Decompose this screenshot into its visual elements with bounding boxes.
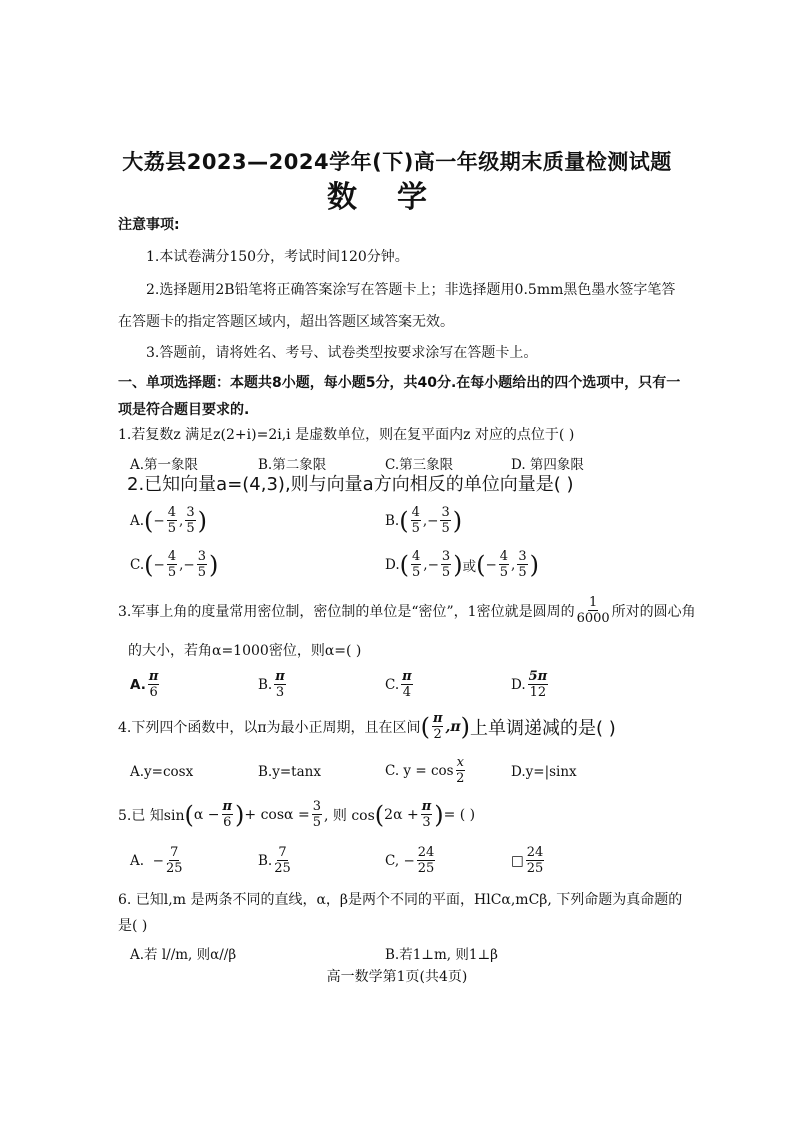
q1-option-a: A.第一象限	[130, 457, 199, 473]
fraction: $\frac{4}{5}$	[167, 505, 177, 536]
q4-stem: 4.下列四个函数中，以π为最小正周期，且在区间 ( $\frac{\pi}{2}$ ,π ) 上单调递减的是( )	[118, 711, 616, 742]
section1-line2: 项是符合题目要求的.	[118, 402, 250, 418]
q2-option-d: D. ( $\frac{4}{5}$ , − $\frac{3}{5}$ ) 或 ( − $\frac{4}{5}$ , $\frac{3}{5}$ )	[385, 549, 539, 580]
q5-option-c: C, − $\frac{24}{25}$	[385, 845, 435, 876]
fraction: $\frac{4}{5}$	[499, 549, 509, 580]
q2-stem: 2.已知向量a=(4,3),则与向量a方向相反的单位向量是( )	[127, 474, 574, 495]
fraction: $\frac{4}{5}$	[167, 549, 177, 580]
notice-item-1: 1.本试卷满分150分，考试时间120分钟。	[146, 249, 409, 265]
q1-option-d: D. 第四象限	[511, 457, 584, 473]
fraction: $\frac{3}{5}$	[197, 549, 206, 580]
q3-stem-line2: 的大小，若角α=1000密位，则α=( )	[128, 643, 362, 659]
q6-stem-line2: 是( )	[118, 918, 148, 934]
q2-option-c: C. ( − $\frac{4}{5}$ , − $\frac{3}{5}$ )	[130, 549, 219, 580]
fraction: $\frac{3}{5}$	[441, 549, 451, 580]
q1-option-b: B.第二象限	[258, 457, 327, 473]
q5-option-a: A. − $\frac{7}{25}$	[130, 845, 183, 876]
q4-option-c: C. y = cos $\frac{x}{2}$	[385, 755, 465, 786]
fraction: $\frac{3}{5}$	[441, 505, 450, 536]
subject-title: 数学	[327, 180, 467, 215]
notice-item-2: 2.选择题用2B铅笔将正确答案涂写在答题卡上；非选择题用0.5mm黑色墨水签字笔答	[146, 282, 676, 298]
q6-option-a: A.若 l//m, 则α//β	[130, 947, 237, 963]
fraction: $\frac{3}{5}$	[518, 549, 527, 580]
q3-option-a: A. $\frac{\pi}{6}$	[130, 669, 159, 700]
fraction: $\frac{4}{5}$	[412, 549, 421, 580]
q5-stem: 5.已 知sin ( α − $\frac{\pi}{6}$ ) + cosα = $\frac{3}{5}$ , 则 cos ( 2α + $\frac{\pi}{3}$ ) = ( )	[118, 799, 476, 830]
q3-option-d: D. $\frac{5\pi}{12}$	[511, 669, 548, 700]
close-paren: )	[197, 506, 207, 535]
notice-heading: 注意事项:	[118, 217, 180, 233]
q2-a-label: A.	[130, 512, 145, 529]
q4-option-a: A.y=cosx	[130, 764, 194, 780]
q3-stem: 3.军事上角的度量常用密位制，密位制的单位是“密位”，1密位就是圆周的 $\frac{1}{6000}$ 所对的圆心角	[118, 595, 696, 626]
q3-option-c: C. $\frac{\pi}{4}$	[385, 669, 412, 700]
section1-line1: 一、单项选择题：本题共8小题，每小题5分，共40分.在每小题给出的四个选项中，只有一	[118, 375, 681, 391]
notice-item-2-cont: 在答题卡的指定答题区域内，超出答题区域答案无效。	[118, 314, 454, 330]
q4-option-b: B.y=tanx	[258, 764, 321, 780]
q1-option-c: C.第三象限	[385, 457, 454, 473]
q3-option-b: B. $\frac{\pi}{3}$	[258, 669, 285, 700]
open-paren: (	[144, 506, 154, 535]
fraction: $\frac{3}{5}$	[186, 505, 195, 536]
page-footer: 高一数学第1页(共4页)	[326, 969, 468, 985]
exam-title: 大荔县2023—2024学年(下)高一年级期末质量检测试题	[122, 150, 672, 174]
q4-option-d: D.y=|sinx	[511, 764, 577, 780]
q6-stem: 6. 已知l,m 是两条不同的直线，α，β是两个不同的平面，HlCα,mCβ, 下列命题为真命题的	[118, 892, 683, 908]
q2-option-a: A. ( − $\frac{4}{5}$ , $\frac{3}{5}$ )	[130, 505, 207, 536]
q6-option-b: B.若1⊥m, 则1⊥β	[385, 947, 498, 963]
q5-option-d: □ $\frac{24}{25}$	[511, 845, 544, 876]
notice-item-3: 3.答题前，请将姓名、考号、试卷类型按要求涂写在答题卡上。	[146, 345, 538, 361]
fraction: $\frac{1}{6000}$	[576, 595, 610, 626]
q5-option-b: B. $\frac{7}{25}$	[258, 845, 291, 876]
q1-stem: 1.若复数z 满足z(2+i)=2i,i 是虚数单位，则在复平面内z 对应的点位于( )	[118, 427, 575, 443]
q2-option-b: B. ( $\frac{4}{5}$ , − $\frac{3}{5}$ )	[385, 505, 463, 536]
neg-sign: −	[153, 512, 165, 529]
fraction: $\frac{4}{5}$	[411, 505, 420, 536]
